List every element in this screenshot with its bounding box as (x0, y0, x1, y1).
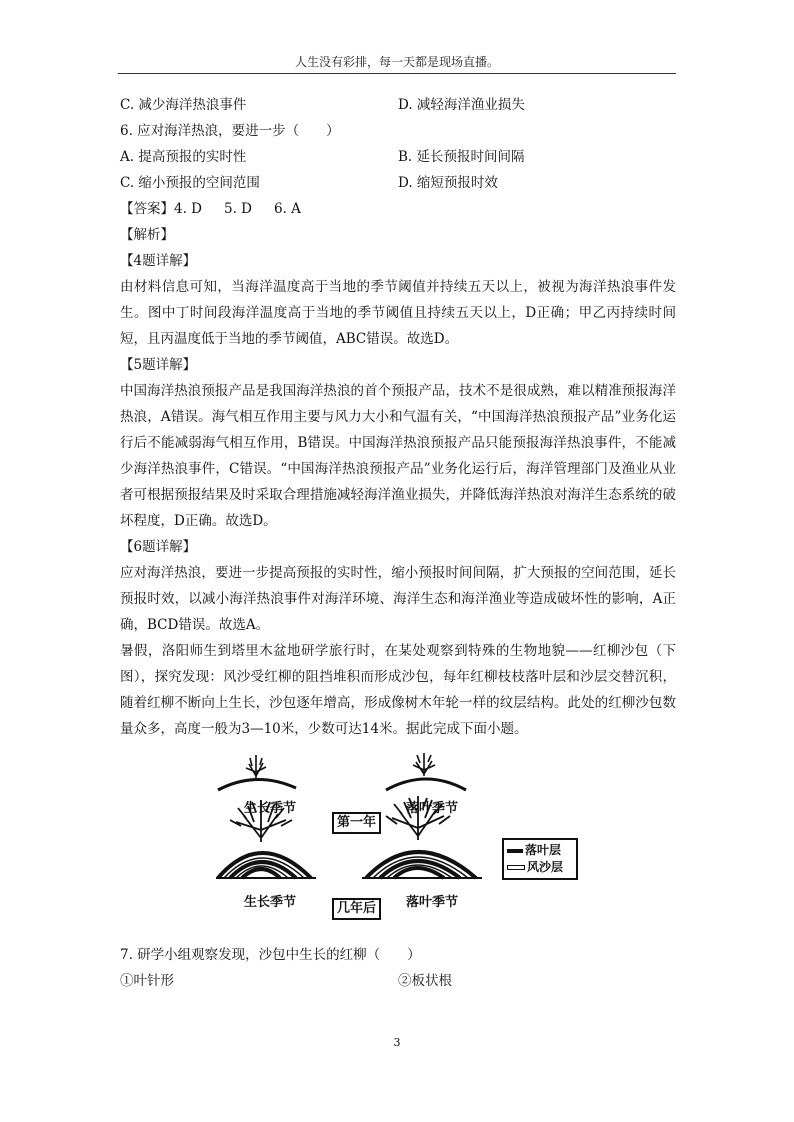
q7-options-row (120, 968, 676, 994)
document-body (120, 92, 676, 994)
legend-item-sand (507, 859, 573, 876)
box-first-year: 第一年 (332, 812, 381, 834)
q6-option-b: B. 延长预报时间间隔 (398, 149, 525, 165)
label-growing-season-later: 生长季节 (244, 895, 297, 910)
answer-5: 5. D (224, 201, 252, 217)
q7-option-1: ①叶针形 (120, 973, 174, 989)
q6-options-row-1 (120, 144, 676, 170)
detail-4-text: 由材料信息可知，当海洋温度高于当地的季节阈值并持续五天以上，被视为海洋热浪事件发生。图中丁时间段海洋温度高于当地的季节阈值且持续五天以上，D正确；甲乙丙持续时间短，且丙温度低于当地的季节阈值，ABC错误。故选D。 (120, 279, 676, 347)
label-leaf-fall-season-later: 落叶季节 (406, 895, 459, 910)
detail-6-title: 【6题详解】 (120, 539, 197, 555)
header-divider (118, 73, 676, 74)
label-leaf-fall-season-year1: 落叶季节 (406, 801, 459, 816)
answer-line (120, 196, 676, 222)
q6-stem: 6. 应对海洋热浪，要进一步（ ） (120, 123, 340, 139)
q6-option-c: C. 缩小预报的空间范围 (120, 175, 260, 191)
leaf-layer-swatch (507, 849, 523, 853)
detail-5-text: 中国海洋热浪预报产品是我国海洋热浪的首个预报产品，技术不是很成熟，难以精准预报海洋热浪，A错误。海气相互作用主要与风力大小和气温有关，“中国海洋热浪预报产品”业务化运行后不能减弱海气相互作用，B错误。中国海洋热浪预报产品只能预报海洋热浪事件，不能减少海洋热浪事件，C错误。“中国海洋热浪预报产品”业务化运行后，海洋管理部门及渔业从业者可根据预报结果及时采取合理措施减轻海洋渔业损失，并降低海洋热浪对海洋生态系统的破坏程度，D正确。故选D。 (120, 383, 676, 529)
page-number: 3 (393, 1036, 401, 1049)
page-header: 人生没有彩排，每一天都是现场直播。 (294, 55, 499, 69)
box-years-later: 几年后 (332, 898, 381, 920)
label-growing-season-year1: 生长季节 (244, 801, 297, 816)
q7-stem: 7. 研学小组观察发现，沙包中生长的红柳（ ） (120, 947, 421, 963)
answer-label: 【答案】4. D (120, 201, 202, 217)
q5-option-c: C. 减少海洋热浪事件 (120, 97, 247, 113)
q5-options-row (120, 92, 676, 118)
legend-item-leaf (507, 842, 573, 859)
q6-options-row-2 (120, 170, 676, 196)
legend-sand-label: 风沙层 (527, 860, 564, 874)
q5-option-d: D. 减轻海洋渔业损失 (398, 97, 525, 113)
detail-5-title: 【5题详解】 (120, 357, 197, 373)
tamarisk-sand-dune-figure (120, 750, 676, 940)
q6-option-d: D. 缩短预报时效 (398, 175, 498, 191)
detail-6-text: 应对海洋热浪，要进一步提高预报的实时性，缩小预报时间间隔，扩大预报的空间范围，延长预报时效，以减小海洋热浪事件对海洋环境、海洋生态和海洋渔业等造成破坏性的影响，A正确，BCD错误。故选A。 (120, 565, 676, 633)
figure-legend (502, 838, 578, 880)
analysis-label: 【解析】 (120, 227, 174, 243)
legend-leaf-label: 落叶层 (525, 843, 562, 857)
material-text: 暑假，洛阳师生到塔里木盆地研学旅行时，在某处观察到特殊的生物地貌——红柳沙包（下图），探究发现：风沙受红柳的阻挡堆积而形成沙包，每年红柳枝枝落叶层和沙层交替沉积，随着红柳不断向上生长，沙包逐年增高，形成像树木年轮一样的纹层结构。此处的红柳沙包数量众多，高度一般为3—10米，少数可达14米。据此完成下面小题。 (120, 643, 676, 737)
q7-option-2: ②板状根 (398, 973, 452, 989)
answer-6: 6. A (274, 201, 301, 217)
sand-layer-swatch (507, 865, 525, 870)
detail-4-title: 【4题详解】 (120, 253, 197, 269)
q6-option-a: A. 提高预报的实时性 (120, 149, 247, 165)
